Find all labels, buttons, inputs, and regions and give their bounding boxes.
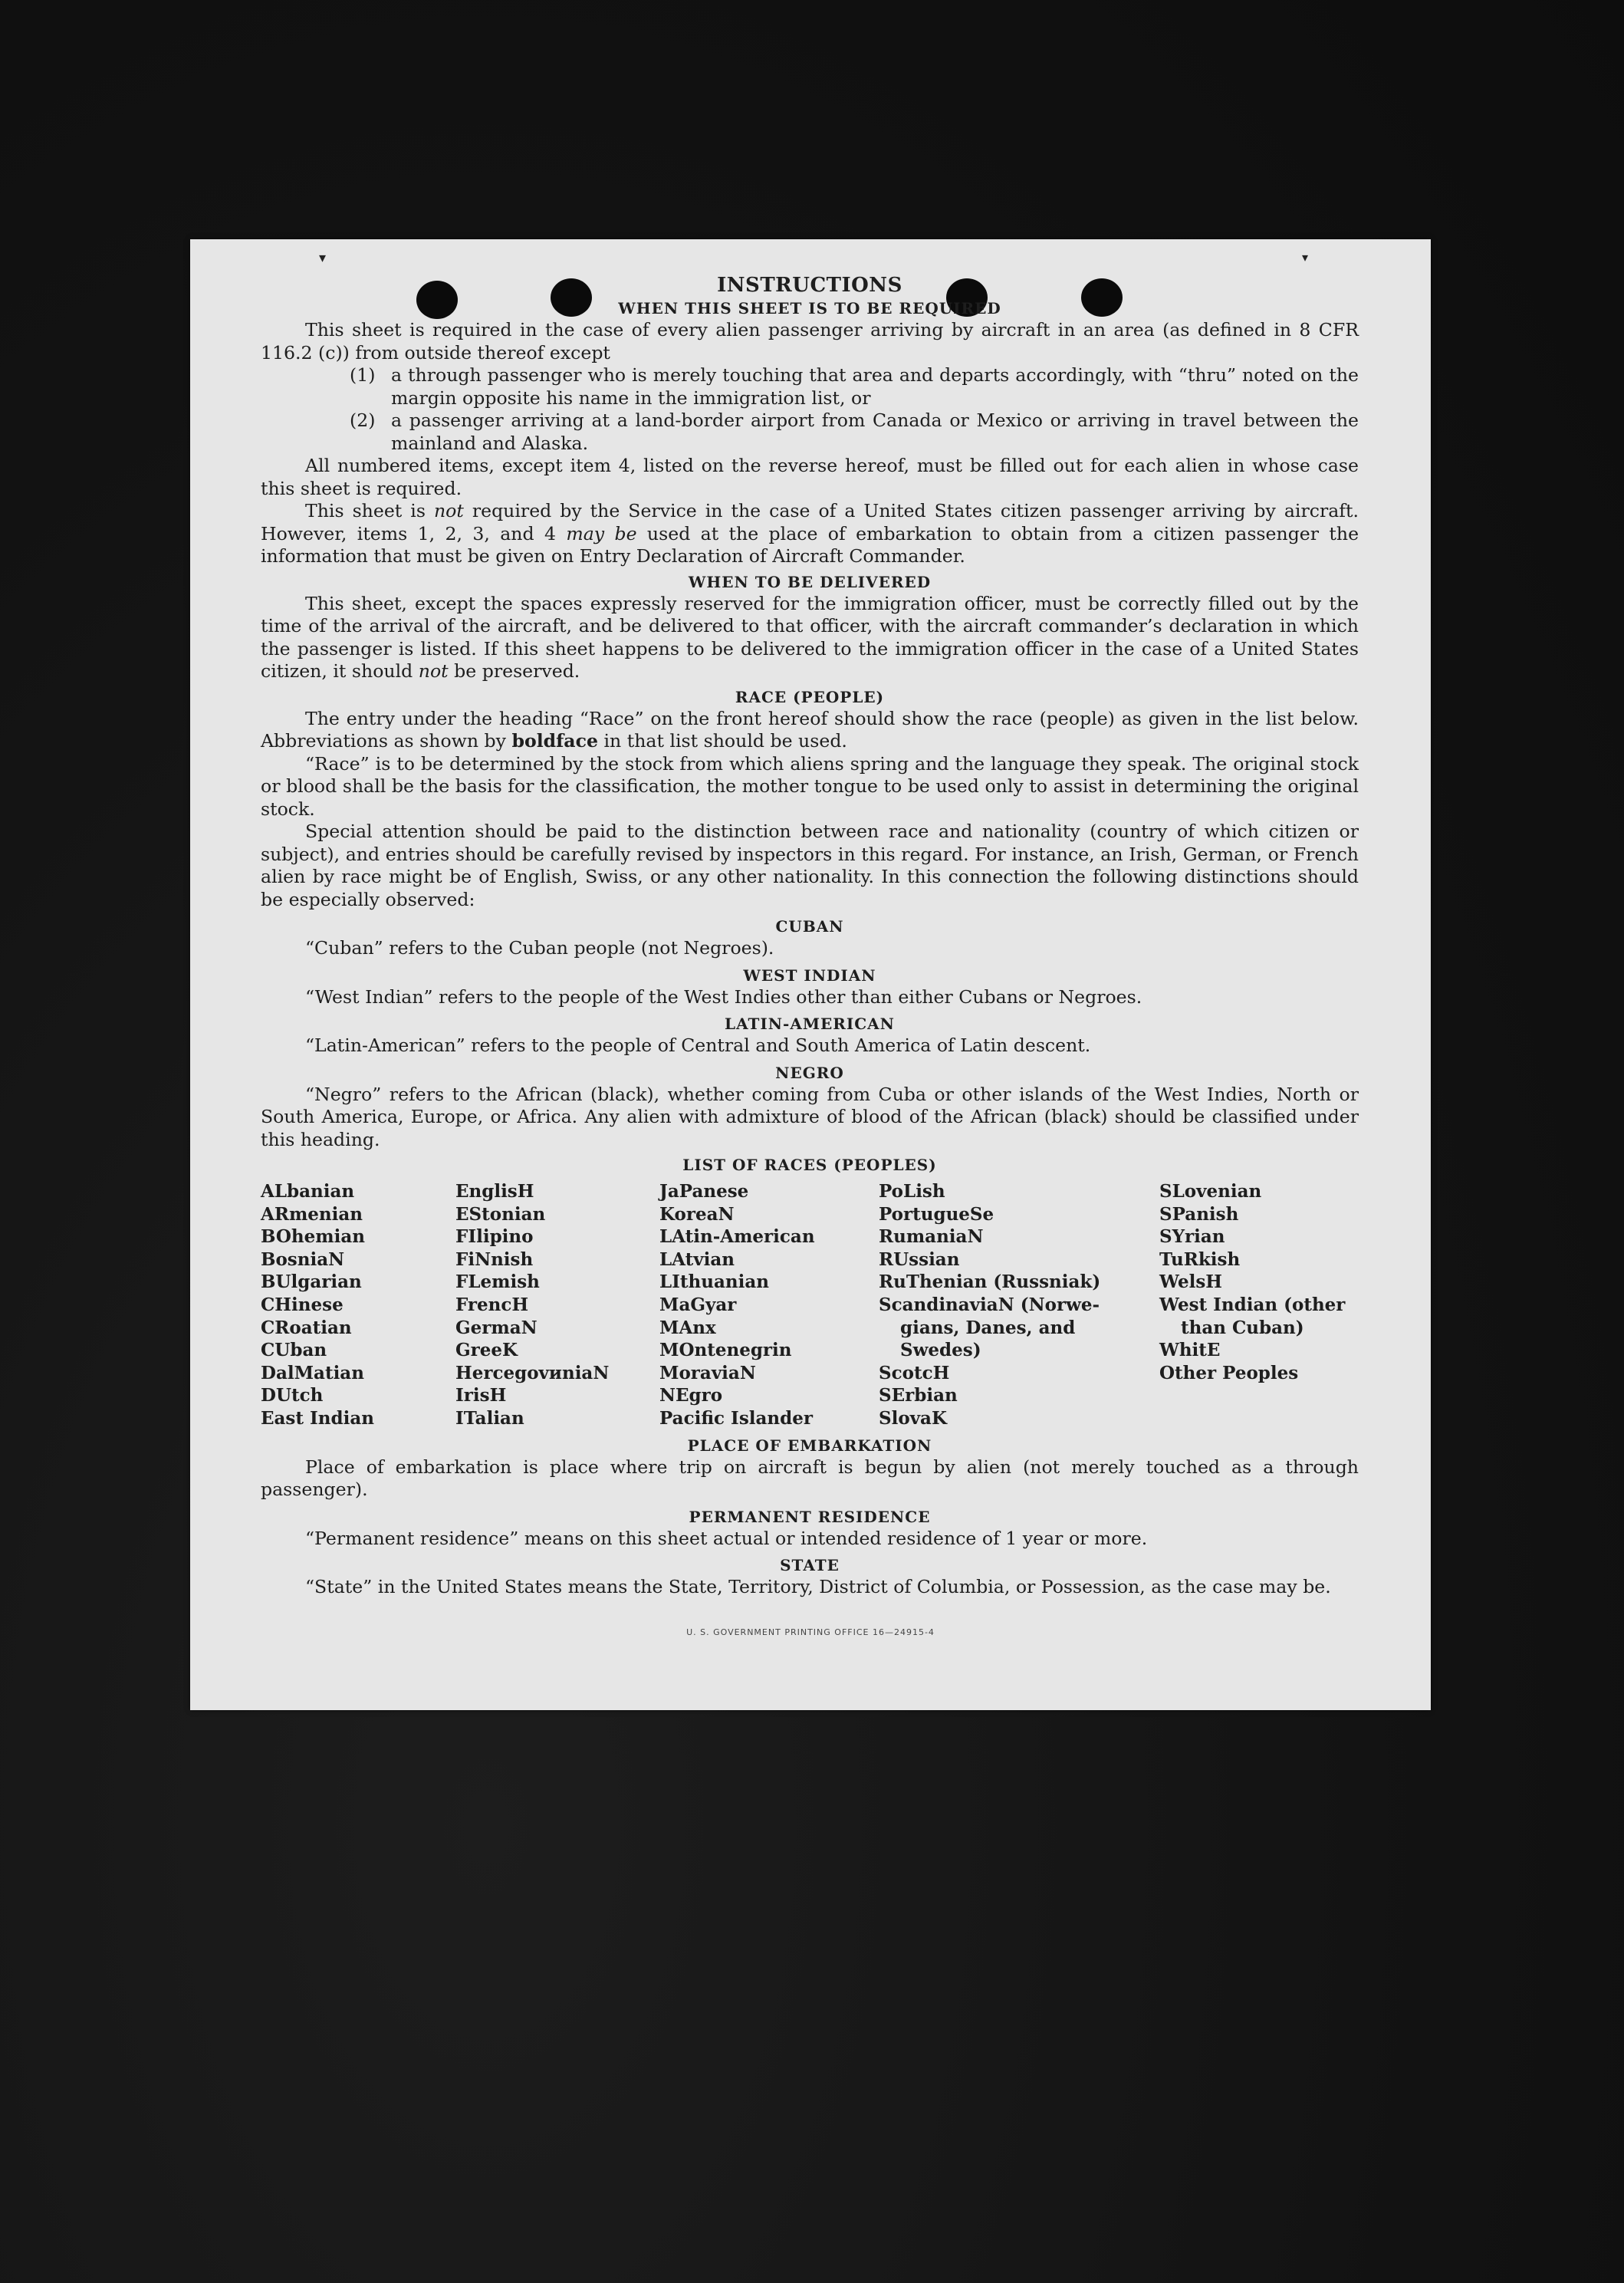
race-entry: SLovenian (1159, 1181, 1262, 1202)
race-entry: LIthuanian (659, 1271, 769, 1293)
race-entry: FrencH (455, 1294, 529, 1315)
race-entry: JaPanese (659, 1181, 749, 1202)
section-heading-when-delivered: WHEN TO BE DELIVERED (688, 572, 932, 591)
section-heading-permanent-residence: PERMANENT RESIDENCE (689, 1507, 931, 1526)
races-list (261, 1180, 1359, 1430)
section-heading-negro: NEGRO (775, 1063, 844, 1082)
scan-speck: ▾ (1302, 250, 1309, 265)
race-entry: WhitE (1159, 1340, 1221, 1361)
item-text: a passenger arriving at a land-border airport from Canada or Mexico or arriving in travel between the mainland and Alaska. (391, 410, 1359, 454)
item-number: (1) (350, 364, 376, 386)
page-title: INSTRUCTIONS (717, 274, 902, 297)
race-entry: NEgro (659, 1385, 723, 1406)
instruction-sheet (190, 239, 1431, 1710)
cuban-paragraph: “Cuban” refers to the Cuban people (not Negroes). (305, 937, 774, 959)
race-entry: ScotcH (879, 1362, 950, 1383)
race-paragraph-2: “Race” is to be determined by the stock from which aliens spring and the language they speak. The original stock or blood shall be the basis for the classification, the mother tongue to be used only to assist in determining the original stock. (261, 752, 1359, 820)
race-entry: RumaniaN (879, 1226, 984, 1248)
race-entry: MoraviaN (659, 1362, 756, 1383)
race-entry-continued: than Cuban) (1181, 1317, 1304, 1338)
race-entry: FIlipino (455, 1226, 534, 1248)
race-entry: ALbanian (261, 1181, 355, 1202)
race-entry: SPanish (1159, 1203, 1239, 1225)
delivery-paragraph: This sheet, except the spaces expressly reserved for the immigration officer, must be correctly filled out by the time of the arrival of the aircraft, and be delivered to that officer, with the aircraft commander’s declaration in which the passenger is listed. If this sheet happens to be delivered to the immigration officer in the case of a United States citizen, it should not be preserved. (261, 592, 1359, 682)
latin-american-paragraph: “Latin-American” refers to the people of Central and South America of Latin descent. (305, 1035, 1091, 1056)
race-entry: BosniaN (261, 1248, 345, 1270)
race-entry: ARmenian (261, 1203, 363, 1225)
section-heading-list-of-races: LIST OF RACES (PEOPLES) (682, 1156, 937, 1174)
race-entry: ITalian (455, 1407, 524, 1429)
race-entry: MOntenegrin (659, 1340, 792, 1361)
race-entry-continued: gians, Danes, and (900, 1317, 1076, 1338)
race-entry: RuThenian (Russniak) (879, 1271, 1101, 1293)
section-heading-west-indian: WEST INDIAN (743, 966, 876, 985)
scan-speck: ▾ (319, 250, 327, 266)
race-entry: BOhemian (261, 1226, 365, 1248)
race-entry: DUtch (261, 1385, 324, 1406)
race-entry: Other Peoples (1159, 1362, 1299, 1383)
race-entry: MaGyar (659, 1294, 737, 1315)
race-entry: BUlgarian (261, 1271, 362, 1293)
race-entry: KoreaN (659, 1203, 735, 1225)
exception-item-2 (261, 410, 1359, 455)
citizen-paragraph: This sheet is not required by the Service in the case of a United States citizen passenger arriving by aircraft. However, items 1, 2, 3, and 4 may be used at the place of embarkation to obtain from a citizen passenger the information that must be given on Entry Declaration of Aircraft Commander. (261, 500, 1359, 567)
west-indian-paragraph: “West Indian” refers to the people of the West Indies other than either Cubans or Negroes. (305, 985, 1142, 1008)
exception-item-1 (261, 364, 1359, 410)
section-heading-state: STATE (780, 1556, 840, 1575)
item-text: a through passenger who is merely touching that area and departs accordingly, with “thru” noted on the margin opposite his name in the immigration list, or (391, 364, 1359, 409)
race-entry: SYrian (1159, 1226, 1225, 1248)
race-entry: IrisH (455, 1385, 507, 1406)
race-entry: RUssian (879, 1248, 960, 1270)
races-column-5 (1159, 1180, 1359, 1430)
race-entry: MAnx (659, 1317, 716, 1338)
race-entry: East Indian (261, 1407, 374, 1429)
race-entry: GreeK (455, 1340, 518, 1361)
race-entry: CRoatian (261, 1317, 352, 1338)
section-heading-place-of-embarkation: PLACE OF EMBARKATION (687, 1436, 932, 1455)
race-entry: EnglisH (455, 1181, 534, 1202)
residence-paragraph: “Permanent residence” means on this sheet actual or intended residence of 1 year or more. (305, 1527, 1148, 1549)
section-heading-cuban: CUBAN (775, 917, 844, 936)
section-heading-when-required: WHEN THIS SHEET IS TO BE REQUIRED (618, 299, 1001, 317)
section-heading-latin-american: LATIN-AMERICAN (725, 1015, 895, 1033)
race-entry: FLemish (455, 1271, 540, 1293)
negro-paragraph: “Negro” refers to the African (black), whether coming from Cuba or other islands of the West Indies, North or South America, Europe, or Africa. Any alien with admixture of blood of the African (black) should be classified under this heading. (261, 1083, 1359, 1150)
race-entry: DalMatian (261, 1362, 364, 1383)
race-entry: FiNnish (455, 1248, 534, 1270)
race-entry: TuRkish (1159, 1248, 1241, 1270)
item-number: (2) (350, 410, 376, 431)
race-entry: PoLish (879, 1181, 945, 1202)
race-entry: LAtvian (659, 1248, 735, 1270)
race-entry: GermaN (455, 1317, 537, 1338)
race-entry-continued: Swedes) (900, 1340, 981, 1361)
section-heading-race: RACE (PEOPLE) (735, 687, 885, 706)
numbered-items-paragraph: All numbered items, except item 4, listed on the reverse hereof, must be filled out for each alien in whose case this sheet is required. (261, 455, 1359, 499)
race-entry: EStonian (455, 1203, 546, 1225)
race-entry: SErbian (879, 1385, 958, 1406)
races-column-1 (261, 1180, 455, 1430)
race-paragraph-1: The entry under the heading “Race” on the front hereof should show the race (people) as given in the list below. Abbreviations as shown by boldface in that list should be used. (261, 707, 1359, 752)
sheet-content (261, 273, 1359, 1599)
race-entry: HercegovиniaN (455, 1362, 610, 1383)
race-entry: CHinese (261, 1294, 344, 1315)
race-paragraph-3: Special attention should be paid to the distinction between race and nationality (country of which citizen or subject), and entries should be carefully revised by inspectors in this regard. For instance, an Irish, German, or French alien by race might be of English, Swiss, or any other nationality. In this connection the following distinctions should be especially observed: (261, 821, 1359, 910)
embarkation-paragraph: Place of embarkation is place where trip on aircraft is begun by alien (not merely touched as a through passenger). (261, 1456, 1359, 1501)
intro-paragraph: This sheet is required in the case of every alien passenger arriving by aircraft in an area (as defined in 8 CFR 116.2 (c)) from outside thereof except (261, 319, 1359, 364)
race-entry: WelsH (1159, 1271, 1223, 1293)
race-entry: LAtin-American (659, 1226, 815, 1248)
race-entry: West Indian (other (1159, 1294, 1346, 1315)
state-paragraph: “State” in the United States means the State, Territory, District of Columbia, or Possession, as the case may be. (305, 1576, 1331, 1598)
race-entry: PortugueSe (879, 1203, 994, 1225)
race-entry: SlovaK (879, 1407, 947, 1429)
race-entry: Pacific Islander (659, 1407, 813, 1429)
race-entry: CUban (261, 1340, 327, 1361)
races-column-2 (455, 1180, 659, 1430)
race-entry: ScandinaviaN (Norwe- (879, 1294, 1100, 1315)
races-column-4 (879, 1180, 1159, 1430)
printing-office-imprint: U. S. GOVERNMENT PRINTING OFFICE 16—24915-4 (686, 1627, 935, 1637)
races-column-3 (659, 1180, 879, 1430)
